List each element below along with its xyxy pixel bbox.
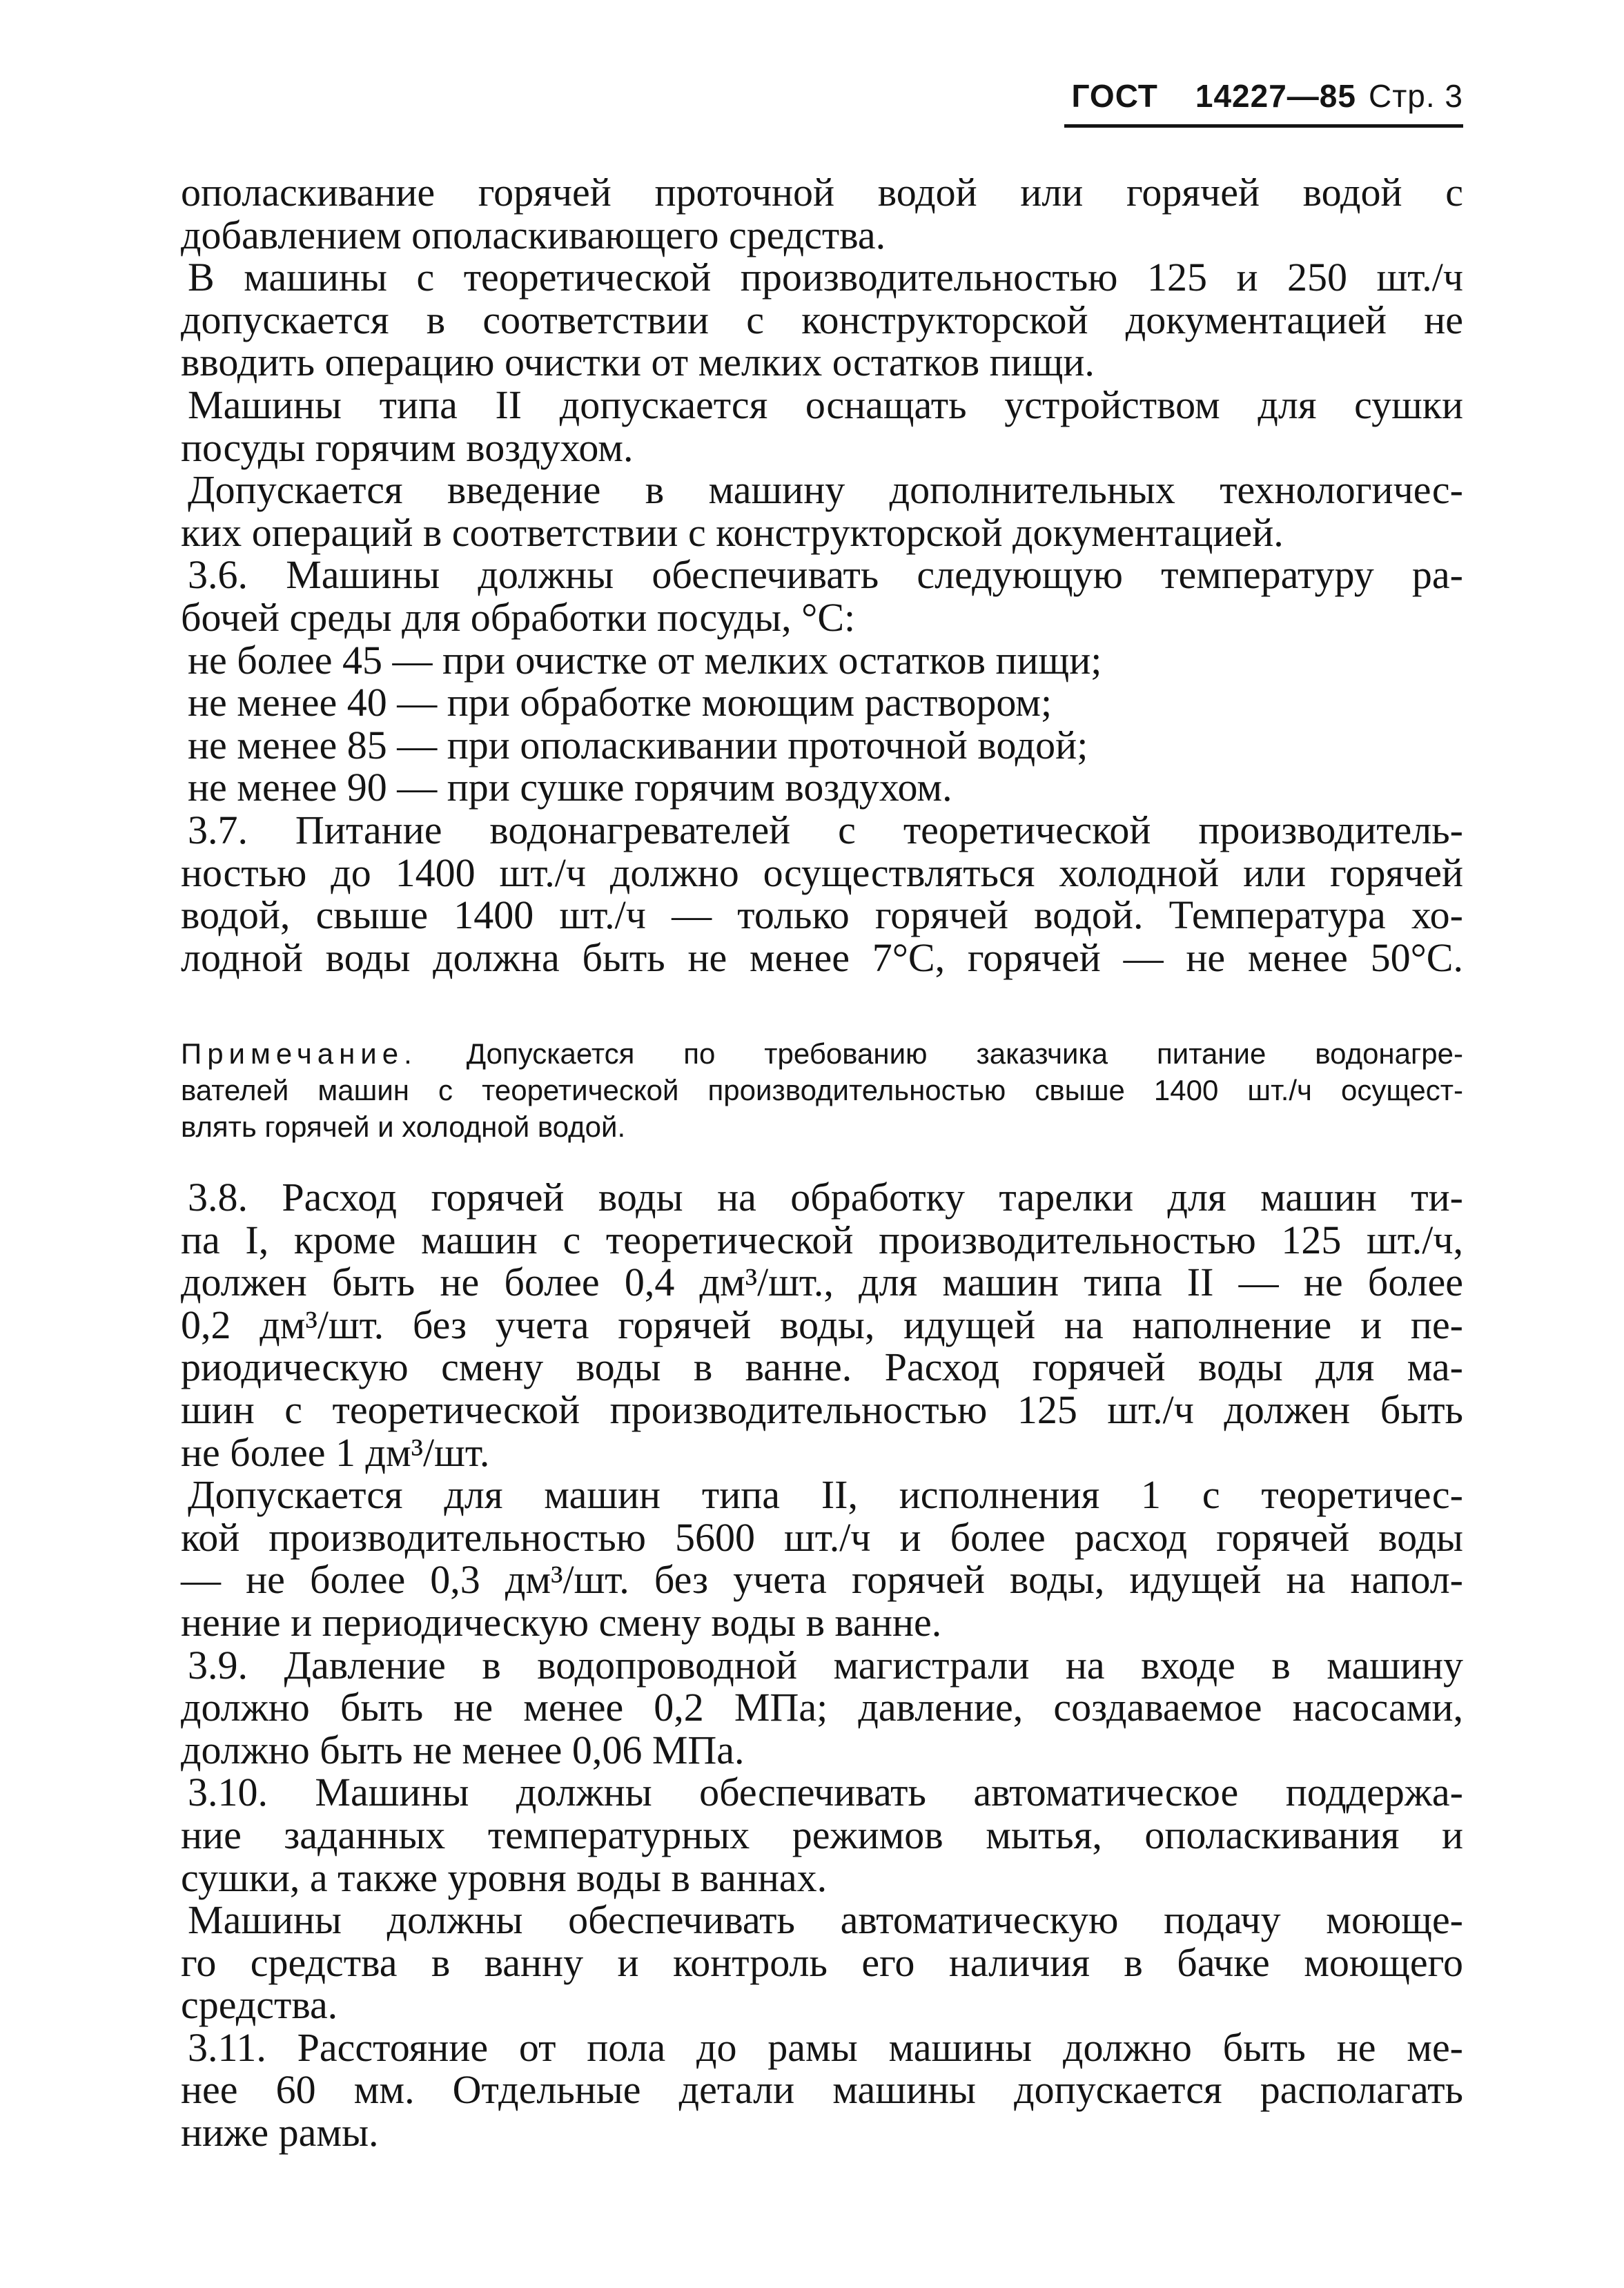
text-line: не менее 85 — при ополаскивании проточной водой; — [188, 722, 1088, 767]
text-line: 3.10. Машины должны обеспечивать автоматическое поддержа- — [188, 1770, 1463, 1815]
text-line: должно быть не менее 0,06 МПа. — [181, 1727, 745, 1772]
text-line: Допускается введение в машину дополнительных технологичес- — [188, 467, 1463, 513]
text-line: ниже рамы. — [181, 2110, 379, 2155]
text-line: 3.11. Расстояние от пола до рамы машины должно быть не ме- — [188, 2024, 1463, 2070]
text-line: ополаскивание горячей проточной водой или горячей водой с — [181, 170, 1463, 215]
text-line: шин с теоретической производительностью 125 шт./ч должен быть — [181, 1387, 1463, 1432]
body-text-bottom — [181, 1176, 1463, 2154]
standard-number: 14227—85 — [1195, 78, 1356, 114]
text-line: сушки, а также уровня воды в ваннах. — [181, 1855, 828, 1900]
text-line: 3.8. Расход горячей воды на обработку тарелки для машин ти- — [188, 1175, 1463, 1220]
text-line: бочей среды для обработки посуды, °С: — [181, 594, 856, 640]
text-line: должен быть не более 0,4 дм³/шт., для машин типа II — не более — [181, 1260, 1463, 1305]
standard-label: ГОСТ — [1071, 78, 1158, 114]
note-line-1 — [181, 1035, 1463, 1072]
text-line: должно быть не менее 0,2 МПа; давление, создаваемое насосами, — [181, 1685, 1463, 1730]
text-line: не менее 40 — при обработке моющим раствором; — [188, 680, 1053, 725]
text-line: 3.9. Давление в водопроводной магистрали на входе в машину — [188, 1642, 1463, 1688]
text-line: средства. — [181, 1982, 338, 2028]
text-line: не более 45 — при очистке от мелких остатков пищи; — [188, 637, 1102, 683]
text-line: па I, кроме машин с теоретической производительностью 125 шт./ч, — [181, 1217, 1463, 1262]
page-header — [1064, 77, 1463, 128]
text-line: Допускается для машин типа II, исполнения 1 с теоретичес- — [188, 1472, 1463, 1518]
text-line: В машины с теоретической производительностью 125 и 250 шт./ч — [188, 255, 1463, 300]
text-line: добавлением ополаскивающего средства. — [181, 212, 886, 257]
text-line: 3.7. Питание водонагревателей с теоретической производитель- — [188, 807, 1463, 852]
text-line: риодическую смену воды в ванне. Расход горячей воды для ма- — [181, 1345, 1463, 1390]
note-line-2: вателей машин с теоретической производительностью свыше 1400 шт./ч осущест- — [181, 1074, 1463, 1106]
text-line: не менее 90 — при сушке горячим воздухом. — [188, 765, 952, 810]
text-line: посуды горячим воздухом. — [181, 424, 634, 470]
text-line: — не более 0,3 дм³/шт. без учета горячей воды, идущей на напол- — [181, 1557, 1463, 1603]
text-line: го средства в ванну и контроль его наличия в бачке моющего — [181, 1939, 1463, 1985]
text-line: 0,2 дм³/шт. без учета горячей воды, идущей на наполнение и пе- — [181, 1302, 1463, 1347]
page-number: Стр. 3 — [1368, 78, 1463, 114]
text-line: нение и периодическую смену воды в ванне. — [181, 1599, 942, 1645]
text-line: Машины типа II допускается оснащать устройством для сушки — [188, 382, 1463, 427]
note-line-1-text: Допускается по требованию заказчика питание водонагре- — [466, 1037, 1464, 1070]
note — [181, 1035, 1463, 1145]
text-line: Машины должны обеспечивать автоматическую подачу моюще- — [188, 1897, 1463, 1943]
text-line: кой производительностью 5600 шт./ч и более расход горячей воды — [181, 1514, 1463, 1560]
text-line: допускается в соответствии с конструкторской документацией не — [181, 297, 1463, 342]
text-line: вводить операцию очистки от мелких остатков пищи. — [181, 340, 1095, 385]
text-line: не более 1 дм³/шт. — [181, 1429, 490, 1475]
text-line: ние заданных температурных режимов мытья, ополаскивания и — [181, 1812, 1463, 1857]
body-text-top — [181, 171, 1463, 979]
text-line: лодной воды должна быть не менее 7°С, горячей — не менее 50°С. — [181, 935, 1463, 980]
text-line: водой, свыше 1400 шт./ч — только горячей водой. Температура хо- — [181, 892, 1463, 938]
text-line: ких операций в соответствии с конструкторской документацией. — [181, 509, 1284, 555]
text-line: нее 60 мм. Отдельные детали машины допускается располагать — [181, 2067, 1463, 2113]
note-line-3: влять горячей и холодной водой. — [181, 1111, 626, 1143]
text-line: ностью до 1400 шт./ч должно осуществляться холодной или горячей — [181, 850, 1463, 895]
note-label: Примечание. — [181, 1037, 418, 1070]
text-line: 3.6. Машины должны обеспечивать следующую температуру ра- — [188, 552, 1463, 598]
